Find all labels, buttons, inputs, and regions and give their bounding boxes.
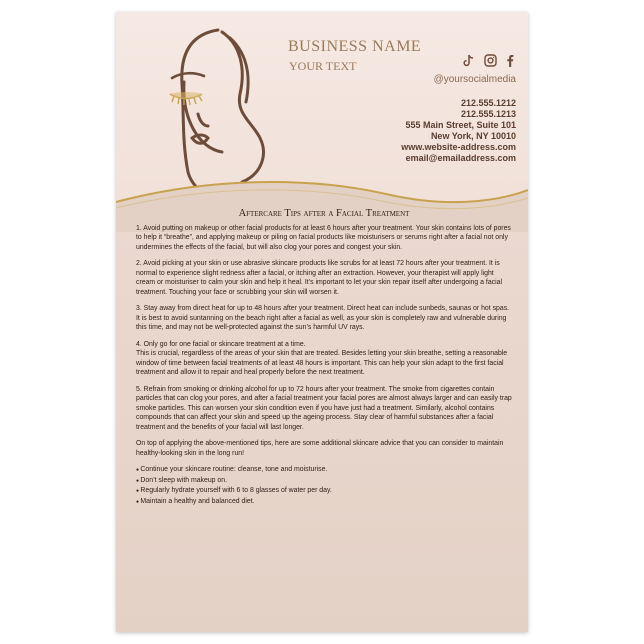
tagline-text: YOUR TEXT <box>289 59 357 73</box>
address-line-2: New York, NY 10010 <box>430 131 516 141</box>
phone-1: 212.555.1212 <box>460 98 516 108</box>
instagram-icon[interactable] <box>484 54 497 67</box>
document-title: Aftercare Tips after a Facial Treatment <box>238 208 410 219</box>
tip-2: 2. Avoid picking at your skin or use abrasive skincare products like scrubs for at least 72 hours after your treatment. It is normal to experience slight redness after a facial, or itching after an extraction. However, your therapist will apply light cream or moisturiser to calm your skin and help it heal. It’s important to let your skin repair itself after undergoing a facial treatment. Touching your face or scrubbing your skin will worsen it. <box>136 260 503 296</box>
advice-list <box>136 465 512 507</box>
contact-info <box>401 98 516 164</box>
tip-3: 3. Stay away from direct heat for up to 48 hours after your treatment. Direct heat can include sunbeds, saunas or hot spas. It is best to avoid suntanning on the beach right after a facial as well, as your skin is completely raw and vulnerable during this time, and may not be well-protected against the sun’s harmful UV rays. <box>136 305 510 331</box>
list-item: ● Continue your skincare routine: cleanse, tone and moisturise. <box>136 465 512 476</box>
business-name: BUSINESS NAME <box>288 38 422 55</box>
social-icons <box>463 54 514 67</box>
social-handle: @yoursocialmedia <box>433 74 516 85</box>
tip-5: 5. Refrain from smoking or drinking alcohol for up to 72 hours after your treatment. The smoke from cigarettes contain particles that can clog your pores, and after a facial treatment your facial pores are almost always larger and can easily trap smoke particles. This can worsen your skin condition even if you have just had a treatment. Similarly, alcohol contains compounds that can affect your skin and speed up the ageing process. Stay clear of harmful substances after a facial treatment and the benefits of your facial will last longer. <box>136 385 512 431</box>
list-item: ● Don’t sleep with makeup on. <box>136 476 512 487</box>
list-item: ● Regularly hydrate yourself with 6 to 8 glasses of water per day. <box>136 486 512 497</box>
aftercare-content <box>136 209 512 507</box>
email: email@emailaddress.com <box>405 153 516 163</box>
list-item: ● Maintain a healthy and balanced diet. <box>136 497 512 508</box>
tip-4 <box>136 340 512 378</box>
flyer-sheet <box>116 12 528 632</box>
tip-4-heading: 4. Only go for one facial or skincare treatment at a time. <box>136 340 306 348</box>
gold-eyeshadow <box>170 92 202 98</box>
tip-4-body: This is crucial, regardless of the areas of your skin that are treated. Besides letting your skin breathe, setting a reasonable window of time between facial treatments of at least 48 hours is important. This can help your skin adapt to the first facial treatment and allow it to repair and heal properly before the next treatment. <box>136 350 508 376</box>
tip-1: 1. Avoid putting on makeup or other facial products for at least 6 hours after your treatment. Your skin contains lots of pores to help it “breathe”, and applying makeup or piling on facial products like moisturisers or serums right after a facial not only undermines the effects of the facial, but will also clog your pores and congest your skin. <box>136 224 511 251</box>
website: www.website-address.com <box>401 142 516 152</box>
address-line-1: 555 Main Street, Suite 101 <box>405 120 516 130</box>
tiktok-icon[interactable] <box>463 54 475 67</box>
phone-2: 212.555.1213 <box>460 109 516 119</box>
facebook-icon[interactable] <box>506 54 514 67</box>
additional-advice-intro: On top of applying the above-mentioned tips, here are some additional skincare advice that you can consider to maintain healthy-looking skin in the long run! <box>136 440 504 457</box>
